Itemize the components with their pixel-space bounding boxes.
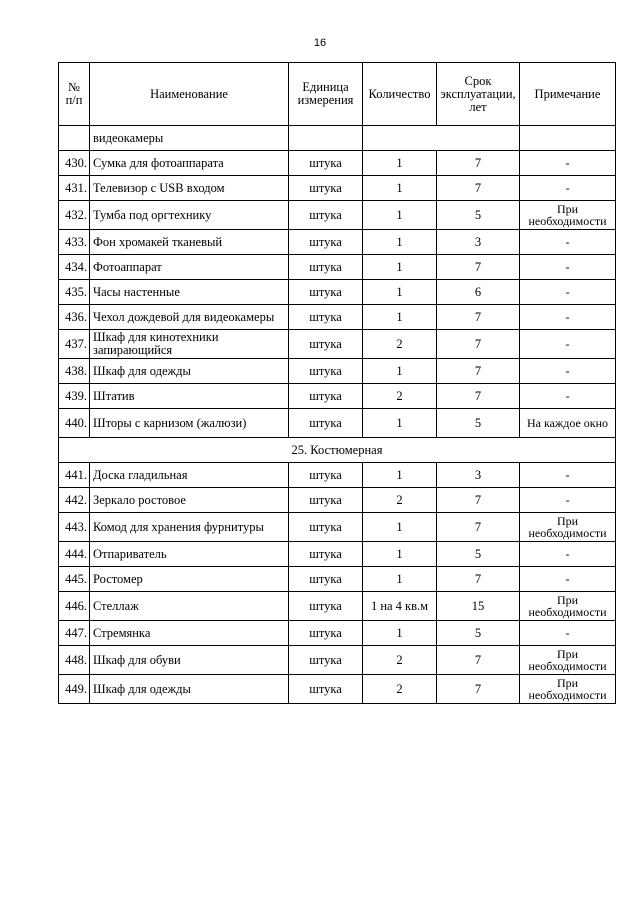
- item-term: 3: [437, 230, 520, 255]
- table-row: [59, 621, 616, 646]
- item-note: -: [520, 542, 616, 567]
- item-quantity: 1 на 4 кв.м: [363, 592, 437, 621]
- header-name: Наименование: [90, 63, 289, 126]
- item-term: 7: [437, 675, 520, 704]
- item-term: 7: [437, 646, 520, 675]
- item-name: Фон хромакей тканевый: [90, 230, 289, 255]
- item-quantity: 1: [363, 567, 437, 592]
- item-unit: штука: [289, 255, 363, 280]
- item-unit: штука: [289, 330, 363, 359]
- item-note: -: [520, 567, 616, 592]
- continuation-note: [520, 126, 616, 151]
- item-quantity: 1: [363, 230, 437, 255]
- item-quantity: 1: [363, 513, 437, 542]
- table-row: [59, 280, 616, 305]
- table-row: [59, 488, 616, 513]
- item-note: -: [520, 176, 616, 201]
- table-row: [59, 567, 616, 592]
- table-row: [59, 542, 616, 567]
- row-number: 439.: [59, 384, 90, 409]
- row-number: 433.: [59, 230, 90, 255]
- item-name: Стремянка: [90, 621, 289, 646]
- row-number: 435.: [59, 280, 90, 305]
- item-unit: штука: [289, 567, 363, 592]
- item-term: 5: [437, 621, 520, 646]
- item-quantity: 1: [363, 542, 437, 567]
- item-name: Часы настенные: [90, 280, 289, 305]
- item-quantity: 2: [363, 675, 437, 704]
- item-term: 3: [437, 463, 520, 488]
- row-number: 443.: [59, 513, 90, 542]
- row-number: 434.: [59, 255, 90, 280]
- item-quantity: 1: [363, 359, 437, 384]
- section-title: 25. Костюмерная: [59, 438, 616, 463]
- item-name: Тумба под оргтехнику: [90, 201, 289, 230]
- table-row: [59, 305, 616, 330]
- row-number: 444.: [59, 542, 90, 567]
- item-quantity: 2: [363, 646, 437, 675]
- item-term: 7: [437, 359, 520, 384]
- item-quantity: 2: [363, 384, 437, 409]
- item-note: -: [520, 621, 616, 646]
- table-row: [59, 646, 616, 675]
- row-number: 447.: [59, 621, 90, 646]
- table-row: [59, 359, 616, 384]
- item-name: Штатив: [90, 384, 289, 409]
- table-row: [59, 255, 616, 280]
- item-unit: штука: [289, 463, 363, 488]
- item-unit: штука: [289, 280, 363, 305]
- item-note: -: [520, 255, 616, 280]
- item-unit: штука: [289, 176, 363, 201]
- continuation-text: видеокамеры: [90, 126, 289, 151]
- row-number: 436.: [59, 305, 90, 330]
- item-name: Комод для хранения фурнитуры: [90, 513, 289, 542]
- item-note: При необходимости: [520, 513, 616, 542]
- header-unit: Единица измерения: [289, 63, 363, 126]
- table-row: [59, 409, 616, 438]
- table-row: [59, 230, 616, 255]
- item-note: При необходимости: [520, 646, 616, 675]
- item-note: При необходимости: [520, 201, 616, 230]
- item-name: Доска гладильная: [90, 463, 289, 488]
- row-number: 438.: [59, 359, 90, 384]
- section-row: [59, 438, 616, 463]
- item-term: 7: [437, 255, 520, 280]
- header-term: Срок эксплуатации, лет: [437, 63, 520, 126]
- item-name: Шкаф для кинотехники запирающийся: [90, 330, 289, 359]
- item-quantity: 1: [363, 201, 437, 230]
- table-row: [59, 513, 616, 542]
- item-term: 7: [437, 305, 520, 330]
- item-unit: штука: [289, 488, 363, 513]
- continuation-unit: [289, 126, 363, 151]
- item-term: 15: [437, 592, 520, 621]
- item-term: 5: [437, 201, 520, 230]
- item-name: Ростомер: [90, 567, 289, 592]
- table-row: [59, 463, 616, 488]
- table-row: [59, 675, 616, 704]
- item-quantity: 2: [363, 488, 437, 513]
- item-unit: штука: [289, 359, 363, 384]
- item-quantity: 1: [363, 176, 437, 201]
- item-unit: штука: [289, 151, 363, 176]
- item-quantity: 1: [363, 151, 437, 176]
- item-quantity: 1: [363, 409, 437, 438]
- item-quantity: 1: [363, 463, 437, 488]
- item-name: Шкаф для одежды: [90, 359, 289, 384]
- item-note: При необходимости: [520, 592, 616, 621]
- row-number: 442.: [59, 488, 90, 513]
- header-num: № п/п: [59, 63, 90, 126]
- item-quantity: 1: [363, 280, 437, 305]
- item-quantity: 1: [363, 621, 437, 646]
- item-name: Шкаф для одежды: [90, 675, 289, 704]
- table-row: [59, 151, 616, 176]
- item-name: Фотоаппарат: [90, 255, 289, 280]
- item-unit: штука: [289, 513, 363, 542]
- item-quantity: 2: [363, 330, 437, 359]
- item-term: 7: [437, 488, 520, 513]
- item-unit: штука: [289, 592, 363, 621]
- item-term: 7: [437, 567, 520, 592]
- item-term: 7: [437, 330, 520, 359]
- continuation-row: [59, 126, 616, 151]
- table-row: [59, 330, 616, 359]
- item-quantity: 1: [363, 305, 437, 330]
- item-name: Шкаф для обуви: [90, 646, 289, 675]
- table-row: [59, 176, 616, 201]
- row-number: 441.: [59, 463, 90, 488]
- table-row: [59, 384, 616, 409]
- item-quantity: 1: [363, 255, 437, 280]
- continuation-term: [437, 126, 520, 151]
- header-qty: Количество: [363, 63, 437, 126]
- row-number: 446.: [59, 592, 90, 621]
- item-note: -: [520, 488, 616, 513]
- item-name: Шторы с карнизом (жалюзи): [90, 409, 289, 438]
- item-unit: штука: [289, 409, 363, 438]
- row-number: 448.: [59, 646, 90, 675]
- item-note: -: [520, 151, 616, 176]
- item-term: 7: [437, 176, 520, 201]
- item-note: На каждое окно: [520, 409, 616, 438]
- item-note: -: [520, 384, 616, 409]
- item-term: 5: [437, 542, 520, 567]
- table-row: [59, 592, 616, 621]
- row-number: 449.: [59, 675, 90, 704]
- item-note: -: [520, 359, 616, 384]
- continuation-num: [59, 126, 90, 151]
- item-name: Отпариватель: [90, 542, 289, 567]
- item-unit: штука: [289, 675, 363, 704]
- item-name: Телевизор с USB входом: [90, 176, 289, 201]
- item-name: Чехол дождевой для видеокамеры: [90, 305, 289, 330]
- item-unit: штука: [289, 646, 363, 675]
- item-term: 5: [437, 409, 520, 438]
- item-name: Сумка для фотоаппарата: [90, 151, 289, 176]
- item-note: -: [520, 330, 616, 359]
- header-row: [59, 63, 616, 126]
- item-unit: штука: [289, 230, 363, 255]
- row-number: 432.: [59, 201, 90, 230]
- row-number: 431.: [59, 176, 90, 201]
- item-note: -: [520, 463, 616, 488]
- row-number: 440.: [59, 409, 90, 438]
- item-unit: штука: [289, 621, 363, 646]
- item-note: -: [520, 280, 616, 305]
- item-note: -: [520, 230, 616, 255]
- item-term: 7: [437, 384, 520, 409]
- row-number: 437.: [59, 330, 90, 359]
- item-unit: штука: [289, 384, 363, 409]
- item-term: 6: [437, 280, 520, 305]
- item-term: 7: [437, 151, 520, 176]
- item-unit: штука: [289, 201, 363, 230]
- header-note: Примечание: [520, 63, 616, 126]
- item-name: Зеркало ростовое: [90, 488, 289, 513]
- item-unit: штука: [289, 542, 363, 567]
- item-term: 7: [437, 513, 520, 542]
- row-number: 430.: [59, 151, 90, 176]
- equipment-table: [58, 62, 616, 704]
- table-row: [59, 201, 616, 230]
- row-number: 445.: [59, 567, 90, 592]
- item-note: При необходимости: [520, 675, 616, 704]
- continuation-qty: [363, 126, 437, 151]
- page-number: 16: [313, 37, 327, 49]
- item-note: -: [520, 305, 616, 330]
- item-name: Стеллаж: [90, 592, 289, 621]
- item-unit: штука: [289, 305, 363, 330]
